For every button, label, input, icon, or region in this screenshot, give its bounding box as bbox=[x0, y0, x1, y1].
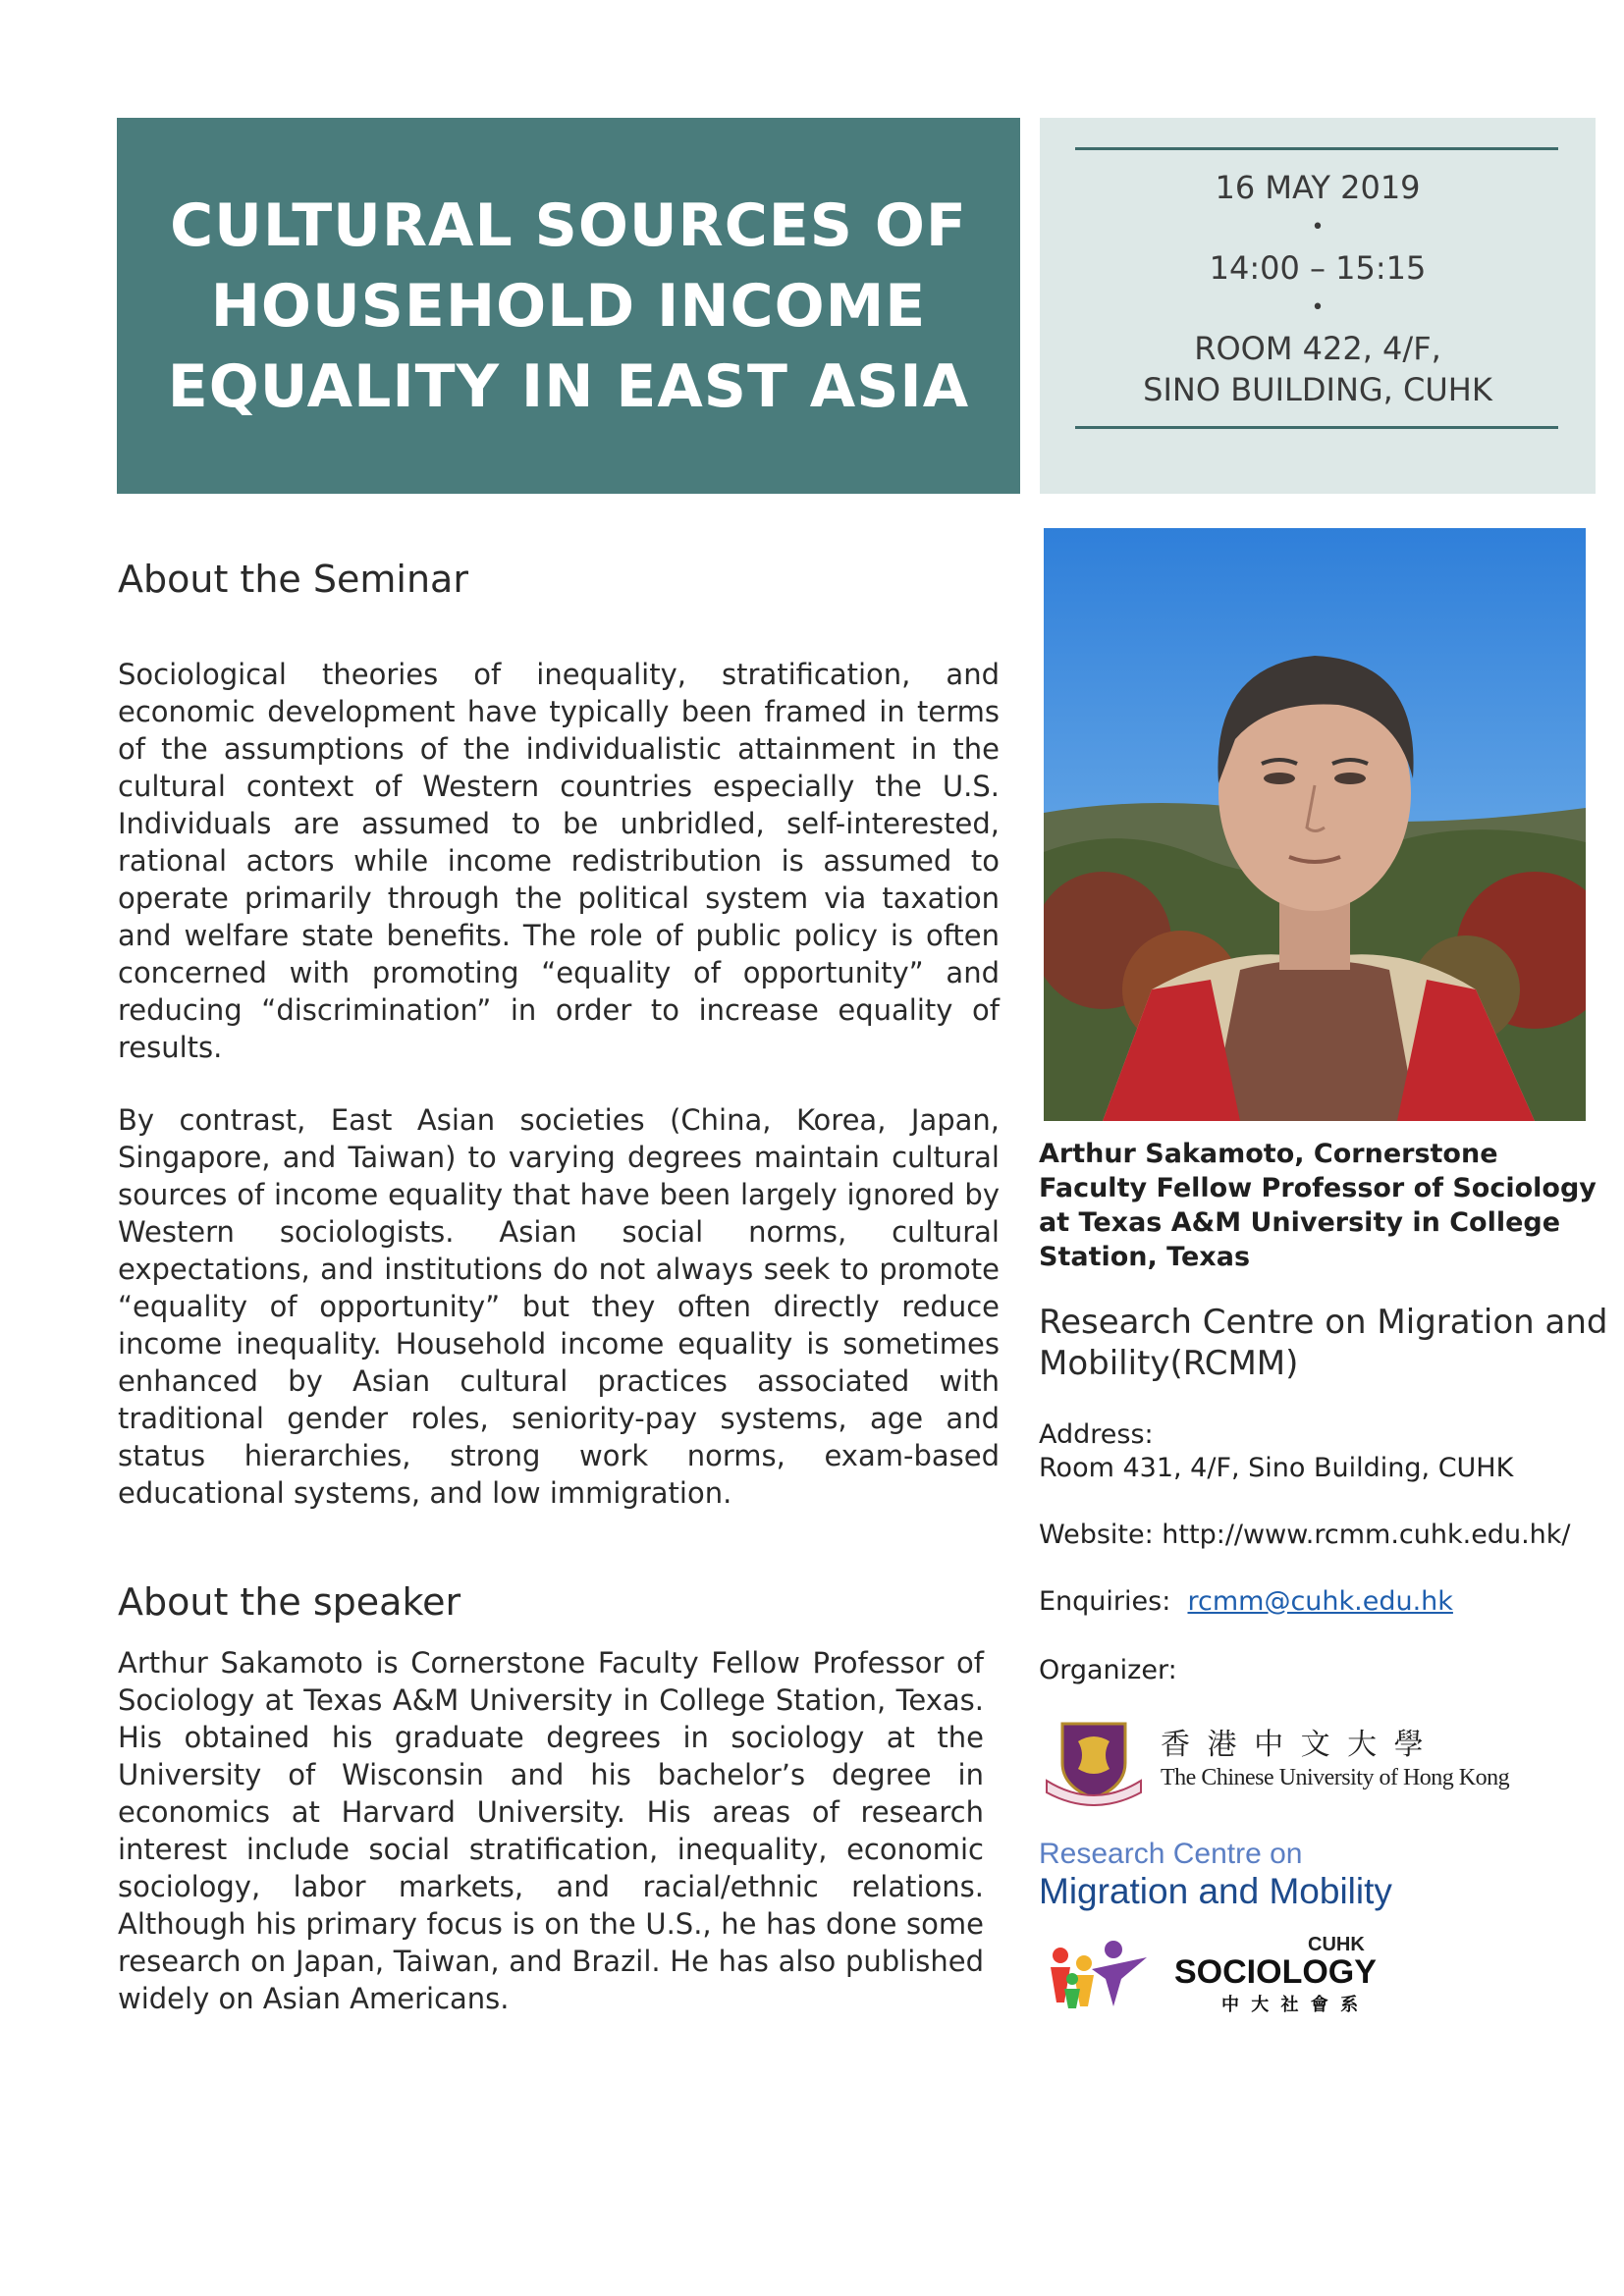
address-label: Address: bbox=[1039, 1419, 1154, 1450]
cuhk-crest-icon bbox=[1043, 1716, 1145, 1806]
title-banner bbox=[117, 118, 1020, 494]
sociology-people-icon bbox=[1043, 1936, 1151, 2010]
speaker-photo bbox=[1044, 528, 1586, 1121]
organizer-label: Organizer: bbox=[1039, 1655, 1177, 1685]
sociology-logo-name: SOCIOLOGY bbox=[1174, 1953, 1377, 1991]
separator-dot-2: • bbox=[1311, 295, 1325, 320]
event-time: 14:00 – 15:15 bbox=[1209, 249, 1427, 287]
page-title bbox=[166, 186, 971, 427]
cuhk-english-name: The Chinese University of Hong Kong bbox=[1161, 1765, 1510, 1790]
info-top-rule bbox=[1075, 147, 1558, 150]
title-line-2: HOUSEHOLD INCOME bbox=[210, 271, 927, 341]
cuhk-chinese-name: 香 港 中 文 大 學 bbox=[1161, 1728, 1428, 1762]
title-line-1: CULTURAL SOURCES OF bbox=[170, 190, 967, 260]
seminar-paragraph-1: Sociological theories of inequality, stratification, and economic development have typically been framed in terms of the assumptions of the individualistic attainment in the cultural context of Western countries especially the U.S. Individuals are assumed to be unbridled, self-interested, rational actors while income redistribution is assumed to operate primarily through the political system via taxation and welfare state benefits. The role of public policy is often concerned with promoting “equality of opportunity” and reducing “discrimination” in order to increase equality of results. bbox=[118, 658, 1000, 1064]
rcmm-logo-line-2: Migration and Mobility bbox=[1039, 1871, 1392, 1911]
sociology-logo-chinese: 中 大 社 會 系 bbox=[1221, 1995, 1362, 2015]
event-venue-line-2: SINO BUILDING, CUHK bbox=[1143, 371, 1492, 408]
separator-dot-1: • bbox=[1311, 215, 1325, 240]
address-value: Room 431, 4/F, Sino Building, CUHK bbox=[1039, 1453, 1514, 1483]
enquiries-label: Enquiries: bbox=[1039, 1586, 1171, 1617]
cuhk-logo bbox=[1043, 1716, 1514, 1806]
centre-name: Research Centre on Migration and Mobility(RCMM) bbox=[1039, 1303, 1608, 1383]
event-venue-line-1: ROOM 422, 4/F, bbox=[1194, 330, 1441, 367]
event-details bbox=[1040, 167, 1596, 410]
event-info-box bbox=[1040, 118, 1596, 494]
seminar-paragraph-2: By contrast, East Asian societies (China, Korea, Japan, Singapore, and Taiwan) to varying degrees maintain cultural sources of income equality that have been largely ignored by Western sociologists. Asian social norms, cultural expectations, and institutions do not always seek to promote “equality of opportunity” but they often directly reduce income inequality. Household income equality is sometimes enhanced by Asian cultural practices associated with traditional gender roles, seniority-pay systems, age and status hierarchies, strong work norms, exam-based educational systems, and low immigration. bbox=[118, 1103, 1000, 1510]
speaker-bio: Arthur Sakamoto is Cornerstone Faculty Fellow Professor of Sociology at Texas A&M University in College Station, Texas. His obtained his graduate degrees in sociology at the University of Wisconsin and his bachelor’s degree in economics at Harvard University. His areas of research interest include social stratification, inequality, economic sociology, labor markets, and racial/ethnic relations. Although his primary focus is on the U.S., he has done some research on Japan, Taiwan, and Brazil. He has also published widely on Asian Americans. bbox=[118, 1646, 984, 2015]
event-date: 16 MAY 2019 bbox=[1215, 169, 1421, 206]
rcmm-logo bbox=[1039, 1838, 1461, 1920]
speaker-caption: Arthur Sakamoto, Cornerstone Faculty Fellow Professor of Sociology at Texas A&M University in College Station, Texas bbox=[1039, 1139, 1597, 1272]
rcmm-logo-line-1: Research Centre on bbox=[1039, 1838, 1303, 1870]
email-link[interactable]: rcmm@cuhk.edu.hk bbox=[1187, 1586, 1453, 1617]
sociology-logo bbox=[1043, 1936, 1455, 2014]
sociology-logo-cuhk: CUHK bbox=[1308, 1934, 1365, 1955]
speaker-heading: About the speaker bbox=[118, 1580, 461, 1624]
website-text: Website: http://www.rcmm.cuhk.edu.hk/ bbox=[1039, 1520, 1571, 1550]
info-bottom-rule bbox=[1075, 426, 1558, 429]
title-line-3: EQUALITY IN EAST ASIA bbox=[167, 351, 970, 421]
seminar-heading: About the Seminar bbox=[118, 558, 468, 601]
enquiries-line bbox=[1039, 1586, 1453, 1617]
